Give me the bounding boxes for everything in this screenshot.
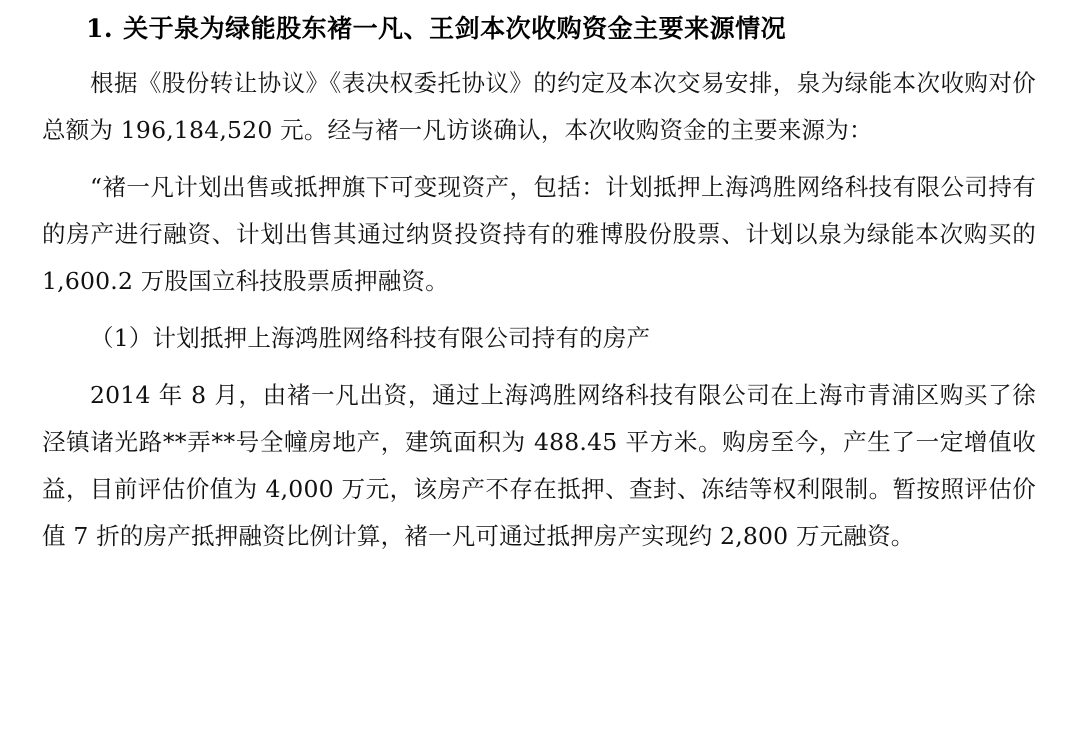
heading-number: 1. — [86, 14, 114, 43]
paragraph-property-details: 2014 年 8 月，由褚一凡出资，通过上海鸿胜网络科技有限公司在上海市青浦区购买了徐泾镇诸光路**弄**号全幢房地产，建筑面积为 488.45 平方米。购房至今，产生了一定增值收益，目前评估价值为 4,000 万元，该房产不存在抵押、查封、冻结等权利限制。暂按照评估价值 7 折的房产抵押融资比例计算，褚一凡可通过抵押房产实现约 2,800 万元融资。 — [42, 380, 1036, 550]
page-title — [42, 10, 1036, 48]
spacer — [42, 362, 1036, 372]
heading-text: 关于泉为绿能股东褚一凡、王剑本次收购资金主要来源情况 — [123, 14, 787, 43]
spacer — [42, 305, 1036, 315]
spacer — [42, 154, 1036, 164]
paragraph-funding-source-intro: 根据《股份转让协议》《表决权委托协议》的约定及本次交易安排，泉为绿能本次收购对价总额为 196,184,520 元。经与褚一凡访谈确认，本次收购资金的主要来源为： — [42, 68, 1036, 144]
paragraph-interview-quote: “褚一凡计划出售或抵押旗下可变现资产，包括：计划抵押上海鸿胜网络科技有限公司持有的房产进行融资、计划出售其通过纳贤投资持有的雅博股份股票、计划以泉为绿能本次购买的 1,600.2 万股国立科技股票质押融资。 — [42, 172, 1036, 295]
paragraph-item-1-subtitle: （1）计划抵押上海鸿胜网络科技有限公司持有的房产 — [90, 323, 651, 352]
